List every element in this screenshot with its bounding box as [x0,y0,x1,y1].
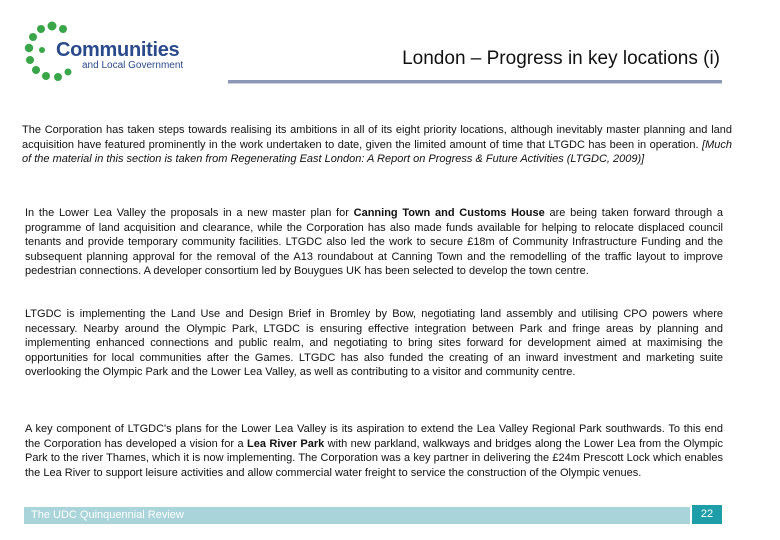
page-title: London – Progress in key locations (i) [402,48,720,69]
paragraph-canning-town [25,206,723,279]
lea-text-b: with new parkland, walkways and bridges along the Lower Lea from the Olympic Park to the river Thames, which it is now implementing. The Corporation was a key partner in delivering the £24m Prescott Lock which enables the Lea River to support leisure activities and allow commercial water freight to service the construction of the Olympic venues. [25,437,724,479]
communities-logo [22,20,212,84]
canning-text-a: In the Lower Lea Valley the proposals in a new master plan for [25,207,354,219]
paragraph-bromley-by-bow: LTGDC is implementing the Land Use and Design Brief in Bromley by Bow, negotiating land assembly and utilising CPO powers where necessary. Nearby around the Olympic Park, LTGDC is ensuring effective integration between Park and fringe areas by planning and implementing enhanced connections and public realm, and negotiating to bring sites forward for development aimed at maximising the opportunities for local communities after the Games. LTGDC has also funded the creating of an inward investment and marketing suite overlooking the Olympic Park and the Lower Lea Valley, as well as contributing to a visitor and community centre. [25,308,723,378]
footer-bar [24,507,690,524]
intro-source-note: [Much of the material in this section is taken from Regenerating East London: A Report on Progress & Future Activities (LTGDC, 2009)] [22,138,732,165]
canning-highlight: Canning Town and Customs House [353,207,545,219]
lea-highlight: Lea River Park [247,437,325,450]
paragraph-intro [22,123,732,167]
page-number: 22 [692,505,722,524]
logo-subtitle: and Local Government [82,60,184,71]
lea-text-a: A key component of LTGDC's plans for the Lower Lea Valley is its aspiration to extend the Lea Valley Regional Park southwards. To this end the Corporation has developed a vision for a [25,423,723,450]
title-underline-shadow [228,83,722,84]
canning-text-b: are being taken forward through a programme of land acquisition and clearance, while the Corporation has also made funds available for helping to relocate displaced council tenants and provide temporary community facilities. LTGDC also led the work to secure £18m of Community Infrastructure Funding and the subsequent planning approval for the removal of the A13 roundabout at Canning Town and the remodelling of the traffic layout to improve pedestrian connections. A developer consortium led by Bouygues UK has been selected to develop the town centre. [25,207,723,277]
intro-text: The Corporation has taken steps towards realising its ambitions in all of its eight priority locations, although inevitably master planning and land acquisition have featured prominently in the work undertaken to date, given the limited amount of time that LTGDC has been in operation. [22,124,732,151]
paragraph-lea-river-park [25,422,723,480]
logo-wordmark: Communities [56,39,180,61]
footer-title: The UDC Quinquennial Review [31,509,184,521]
